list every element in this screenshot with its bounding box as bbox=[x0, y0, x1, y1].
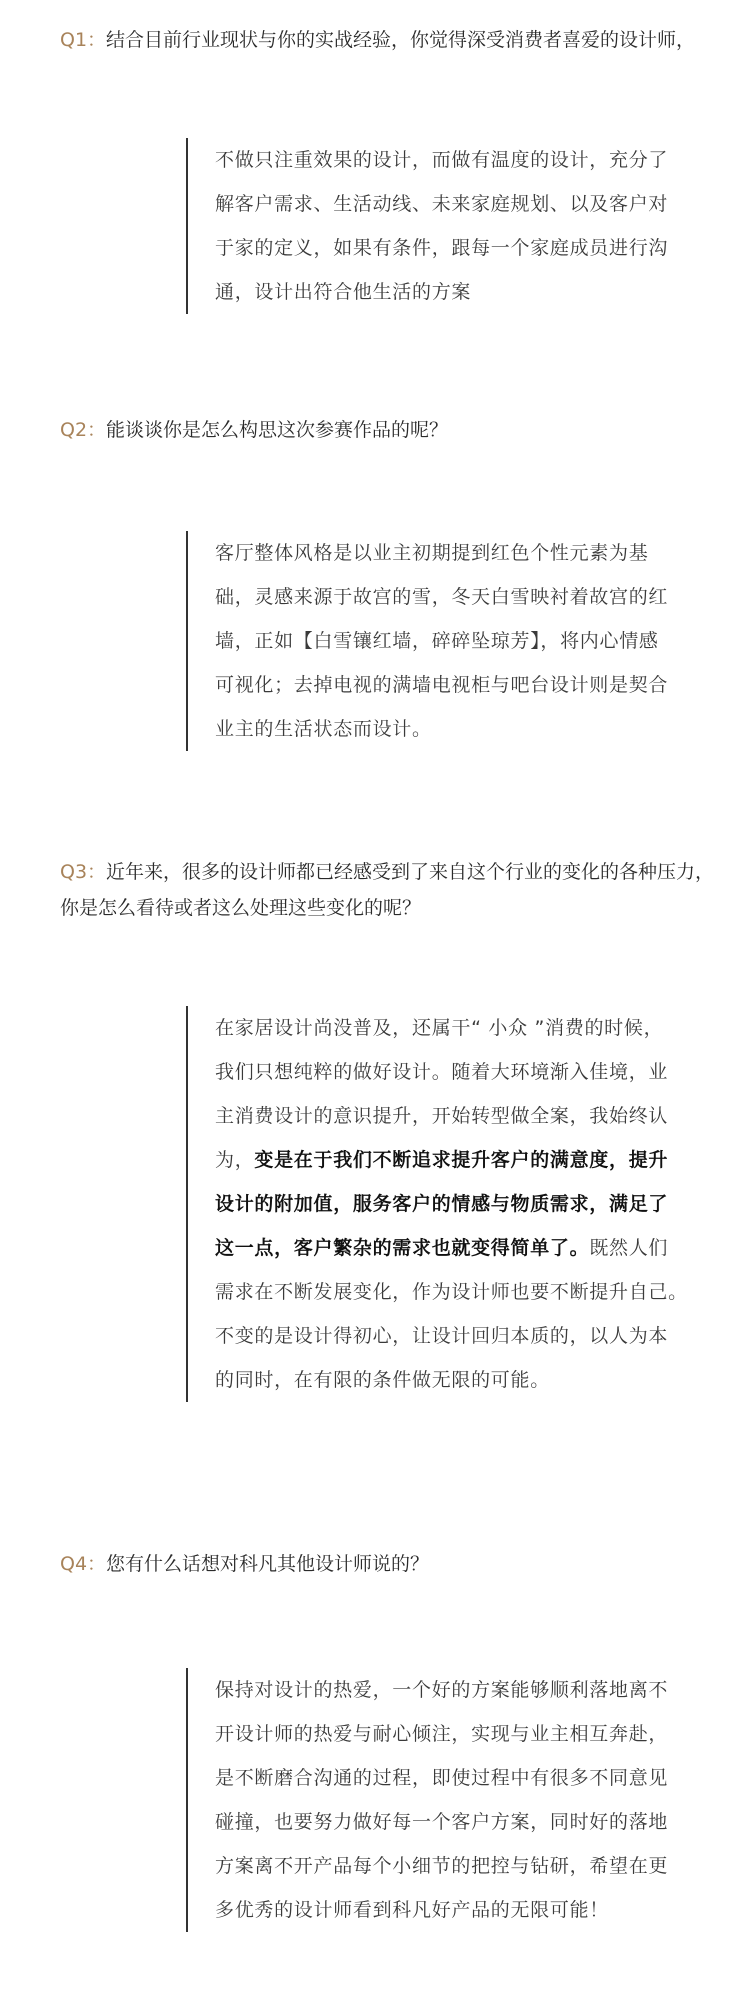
answer-line bbox=[215, 1182, 735, 1226]
answer-4 bbox=[186, 1668, 738, 1932]
question-1 bbox=[60, 22, 720, 58]
answer-line: 在家居设计尚没普及，还属干“ 小众 ”消费的时候， bbox=[215, 1017, 664, 1039]
answer-emphasis: 这一点，客户繁杂的需求也就变得简单了。 bbox=[215, 1237, 590, 1259]
answer-line: 是不断磨合沟通的过程，即使过程中有很多不同意见 bbox=[215, 1767, 669, 1789]
answer-line: 不变的是设计得初心，让设计回归本质的，以人为本 bbox=[215, 1325, 669, 1347]
answer-line: 碰撞，也要努力做好每一个客户方案，同时好的落地 bbox=[215, 1811, 669, 1833]
answer-line: 不做只注重效果的设计，而做有温度的设计，充分了 bbox=[215, 149, 669, 171]
answer-line: 解客户需求、生活动线、未来家庭规划、以及客户对 bbox=[215, 193, 669, 215]
answer-line: 保持对设计的热爱，一个好的方案能够顺利落地离不 bbox=[215, 1679, 669, 1701]
question-text: 你是怎么看待或者这么处理这些变化的呢？ bbox=[60, 897, 422, 919]
question-text: 近年来，很多的设计师都已经感受到了来自这个行业的变化的各种压力， bbox=[106, 861, 715, 883]
answer-line: 通，设计出符合他生活的方案 bbox=[215, 281, 472, 303]
answer-line: 业主的生活状态而设计。 bbox=[215, 718, 432, 740]
question-text: 您有什么话想对科凡其他设计师说的？ bbox=[106, 1553, 430, 1575]
answer-line: 开设计师的热爱与耐心倾注，实现与业主相互奔赴， bbox=[215, 1723, 669, 1745]
answer-line: 客厅整体风格是以业主初期提到红色个性元素为基 bbox=[215, 542, 649, 564]
answer-text: 为， bbox=[215, 1149, 255, 1171]
question-2 bbox=[60, 412, 720, 448]
question-3 bbox=[60, 854, 720, 926]
question-text: 能谈谈你是怎么构思这次参赛作品的呢？ bbox=[106, 419, 449, 441]
answer-line: 主消费设计的意识提升，开始转型做全案，我始终认 bbox=[215, 1105, 669, 1127]
question-4 bbox=[60, 1546, 720, 1582]
answer-line: 多优秀的设计师看到科凡好产品的无限可能！ bbox=[215, 1899, 610, 1921]
answer-line bbox=[215, 1226, 735, 1270]
answer-line: 需求在不断发展变化，作为设计师也要不断提升自己。 bbox=[215, 1281, 688, 1303]
answer-line: 的同时，在有限的条件做无限的可能。 bbox=[215, 1369, 550, 1391]
answer-text: 既然人们 bbox=[589, 1237, 669, 1259]
question-label: Q3： bbox=[60, 861, 107, 883]
question-text: 结合目前行业现状与你的实战经验，你觉得深受消费者喜爱的设计师， bbox=[106, 29, 696, 51]
answer-3 bbox=[186, 1006, 738, 1402]
answer-1 bbox=[186, 138, 738, 314]
answer-line bbox=[215, 1138, 735, 1182]
answer-2 bbox=[186, 531, 738, 751]
question-label: Q2： bbox=[60, 419, 107, 441]
answer-line: 础，灵感来源于故宫的雪，冬天白雪映衬着故宫的红 bbox=[215, 586, 669, 608]
answer-line: 可视化；去掉电视的满墙电视柜与吧台设计则是契合 bbox=[215, 674, 669, 696]
answer-line: 方案离不开产品每个小细节的把控与钻研，希望在更 bbox=[215, 1855, 669, 1877]
answer-line: 墙，正如【白雪镶红墙，碎碎坠琼芳】，将内心情感 bbox=[215, 630, 659, 652]
answer-emphasis: 设计的附加值，服务客户的情感与物质需求，满足了 bbox=[215, 1193, 669, 1215]
question-label: Q1： bbox=[60, 29, 107, 51]
answer-emphasis: 变是在于我们不断追求提升客户的满意度，提升 bbox=[254, 1149, 669, 1171]
question-label: Q4： bbox=[60, 1553, 107, 1575]
answer-line: 我们只想纯粹的做好设计。随着大环境渐入佳境，业 bbox=[215, 1061, 669, 1083]
answer-line: 于家的定义，如果有条件，跟每一个家庭成员进行沟 bbox=[215, 237, 669, 259]
